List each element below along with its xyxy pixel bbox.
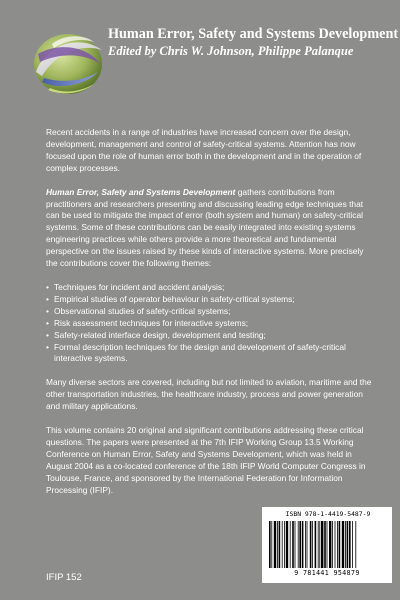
barcode-bar bbox=[339, 521, 341, 568]
barcode-bar bbox=[271, 521, 272, 568]
volume-paragraph: This volume contains 20 original and significant contributions addressing these critical questions. The papers were presented at the 7th IFIP Working Group 13.5 Working Conference on Human Error, Safety and Systems Development, which was held in August 2004 as a co-located conference of the 18th IFIP World Computer Congress in Toulouse, France, and sponsored by the International Federation for Information Processing (IFIP). bbox=[46, 425, 366, 495]
barcode-bar bbox=[321, 521, 323, 568]
barcode-bar bbox=[274, 521, 276, 568]
barcode-bar bbox=[298, 521, 299, 568]
barcode-bar bbox=[352, 521, 353, 568]
barcode-bar bbox=[324, 521, 326, 568]
back-cover-text bbox=[46, 127, 376, 508]
barcode-bar bbox=[337, 521, 338, 568]
barcode-bar bbox=[307, 521, 308, 568]
contributions-paragraph-text: gathers contributions from practitioners and researchers presenting and discussing leading edge techniques that can be used to mitigate the impact of error (both system and human) on safety-critical systems. Some of these contributions can be easily integrated into existing systems engineering practices while others provide a more theoretical and fundamental perspective on the issues raised by these kinds of interactive systems. More precisely the contributions cover the following themes: bbox=[46, 186, 364, 269]
barcode-bar bbox=[327, 521, 328, 568]
contributions-paragraph bbox=[46, 187, 376, 270]
book-title: Human Error, Safety and Systems Development bbox=[108, 26, 399, 42]
barcode-bar bbox=[292, 521, 294, 568]
barcode-bar bbox=[286, 521, 288, 568]
barcode-bar bbox=[355, 521, 356, 568]
barcode-bar bbox=[305, 521, 306, 568]
list-item: • Empirical studies of operator behaviour in safety-critical systems; bbox=[46, 294, 376, 306]
themes-list bbox=[46, 282, 376, 365]
barcode-bar bbox=[332, 521, 333, 568]
barcode-block bbox=[262, 507, 392, 583]
isbn-label: ISBN 978-1-4419-5487-9 bbox=[285, 510, 371, 518]
barcode-bar bbox=[277, 521, 278, 568]
barcode-bar bbox=[347, 521, 349, 568]
barcode-bar bbox=[349, 521, 351, 568]
series-label: IFIP 152 bbox=[46, 572, 82, 583]
list-item: • Formal description techniques for the design and development of safety-critical interactive systems. bbox=[46, 342, 376, 366]
barcode-bar bbox=[299, 521, 301, 568]
barcode-bar bbox=[302, 521, 304, 568]
book-editors: Edited by Chris W. Johnson, Philippe Palanque bbox=[108, 44, 354, 58]
list-item: • Safety-related interface design, development and testing; bbox=[46, 330, 376, 342]
barcode-bar bbox=[282, 521, 283, 568]
list-item: • Techniques for incident and accident analysis; bbox=[46, 282, 376, 294]
barcode-bar bbox=[342, 521, 344, 568]
sectors-paragraph: Many diverse sectors are covered, including but not limited to aviation, maritime and the other transportation industries, the healthcare industry, process and power generation and military applications. bbox=[46, 377, 372, 412]
barcode-bar bbox=[318, 521, 319, 568]
barcode-bar bbox=[315, 521, 317, 568]
book-title-emphasis: Human Error, Safety and Systems Development bbox=[46, 186, 236, 197]
barcode-bar bbox=[329, 521, 331, 568]
barcode-bar bbox=[279, 521, 281, 568]
barcode-bar bbox=[290, 521, 291, 568]
ifip-swirl-logo-icon bbox=[28, 24, 106, 102]
list-item: • Risk assessment techniques for interactive systems; bbox=[46, 318, 376, 330]
barcode-bar bbox=[312, 521, 313, 568]
list-item: • Observational studies of safety-critical systems; bbox=[46, 306, 376, 318]
barcode-bar bbox=[310, 521, 312, 568]
barcode-digits: 9 781441 954879 bbox=[294, 569, 360, 577]
barcode-bar bbox=[284, 521, 285, 568]
barcode-bar bbox=[335, 521, 336, 568]
barcode-bar bbox=[295, 521, 296, 568]
barcode-image bbox=[267, 521, 387, 568]
barcode-bar bbox=[319, 521, 320, 568]
barcode-bar bbox=[269, 521, 271, 568]
intro-paragraph: Recent accidents in a range of industries have increased concern over the design, development, management and control of safety-critical systems. Attention has now focused upon the role of human error both in the development and in the operation of complex processes. bbox=[46, 127, 362, 173]
barcode-bar bbox=[345, 521, 346, 568]
